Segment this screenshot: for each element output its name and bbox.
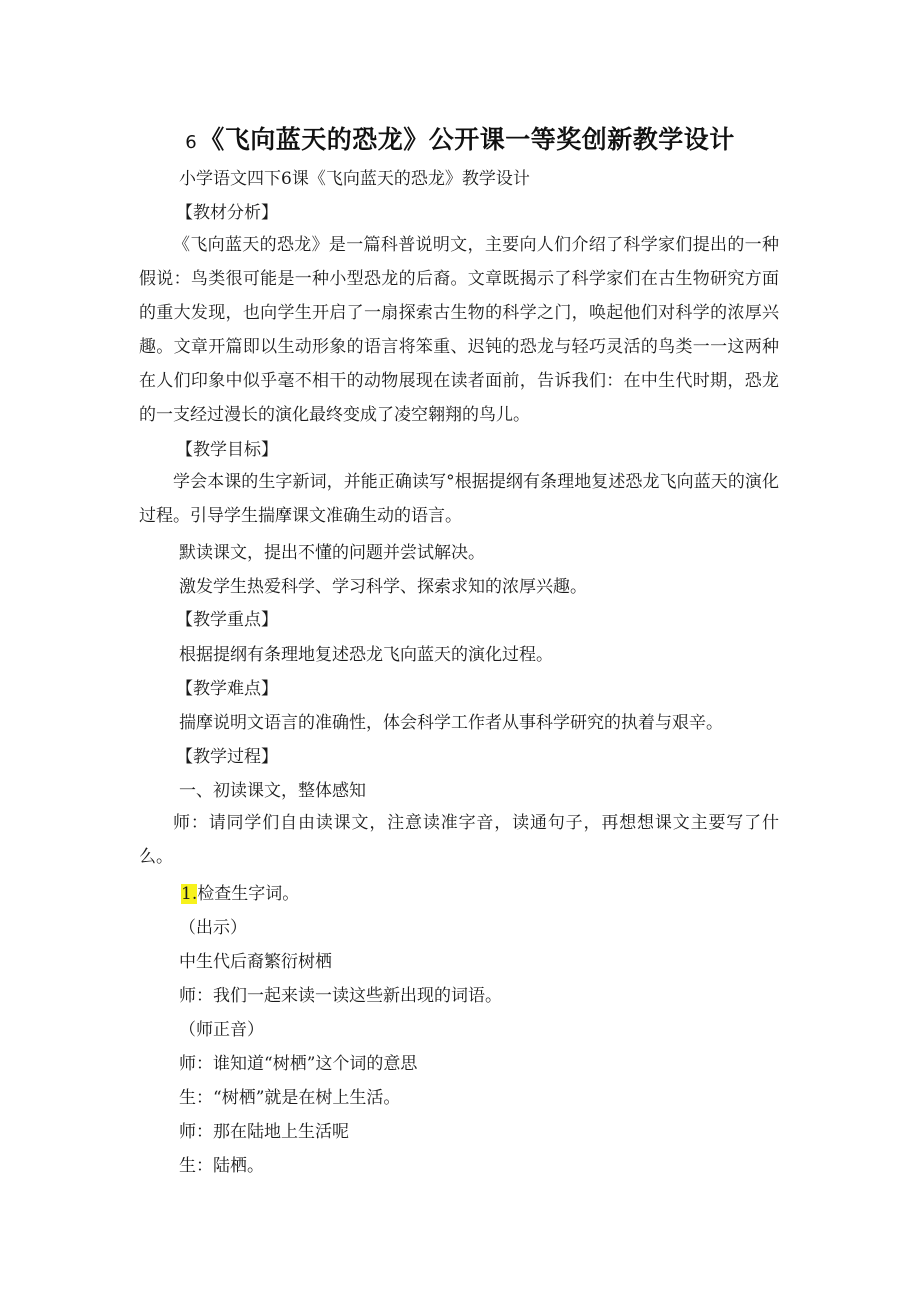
item-1-text: 检查生字词。 bbox=[197, 884, 300, 904]
teacher-line-3: 师：谁知道“树栖”这个词的意思 bbox=[179, 1054, 418, 1074]
goal-2: 默读课文，提出不懂的问题并尝试解决。 bbox=[179, 543, 485, 563]
title-text: 《飞向蓝天的恐龙》公开课一等奖创新教学设计 bbox=[199, 125, 735, 154]
section-heading-goals: 【教学目标】 bbox=[176, 440, 278, 460]
show-note: （出示） bbox=[179, 918, 247, 938]
goal-3: 激发学生热爱科学、学习科学、探索求知的浓厚兴趣。 bbox=[179, 577, 587, 597]
student-line-2: 生：陆栖。 bbox=[179, 1156, 264, 1176]
item-1 bbox=[181, 884, 299, 904]
item-1-number-highlight: 1. bbox=[181, 884, 198, 904]
section-heading-analysis: 【教材分析】 bbox=[176, 203, 278, 223]
document-title bbox=[0, 120, 920, 156]
teacher-line-2: 师：我们一起来读一读这些新出现的词语。 bbox=[179, 986, 502, 1006]
difficulty-text: 揣摩说明文语言的准确性，体会科学工作者从事科学研究的执着与艰辛。 bbox=[179, 713, 723, 733]
section-heading-difficulty: 【教学难点】 bbox=[176, 679, 278, 699]
correct-note: （师正音） bbox=[179, 1020, 264, 1040]
key-text: 根据提纲有条理地复述恐龙飞向蓝天的演化过程。 bbox=[179, 645, 553, 665]
step-1: 一、初读课文，整体感知 bbox=[179, 781, 366, 801]
teacher-paragraph-1: 师：请同学们自由读课文，注意读准字音，读通句子，再想想课文主要写了什么。 bbox=[139, 813, 779, 867]
analysis-paragraph: 《飞向蓝天的恐龙》是一篇科普说明文，主要向人们介绍了科学家们提出的一种假说：鸟类很可能是一种小型恐龙的后裔。文章既揭示了科学家们在古生物研究方面的重大发现，也向学生开启了一扇探索古生物的科学之门，唤起他们对科学的浓厚兴趣。文章开篇即以生动形象的语言将笨重、迟钝的恐龙与轻巧灵活的鸟类一一这两种在人们印象中似乎毫不相干的动物展现在读者面前，告诉我们：在中生代时期，恐龙的一支经过漫长的演化最终变成了凌空翱翔的鸟儿。 bbox=[139, 235, 779, 425]
section-heading-key: 【教学重点】 bbox=[176, 610, 278, 630]
word-list: 中生代后裔繁衍树栖 bbox=[179, 952, 332, 972]
student-line-1: 生：“树栖”就是在树上生活。 bbox=[179, 1088, 401, 1108]
subtitle: 小学语文四下6课《飞向蓝天的恐龙》教学设计 bbox=[179, 169, 530, 189]
title-number: 6 bbox=[185, 132, 198, 153]
teacher-line-4: 师：那在陆地上生活呢 bbox=[179, 1122, 349, 1142]
goal-paragraph-1: 学会本课的生字新词，并能正确读写°根据提纲有条理地复述恐龙飞向蓝天的演化过程。引导学生揣摩课文准确生动的语言。 bbox=[139, 472, 779, 526]
section-heading-process: 【教学过程】 bbox=[176, 747, 278, 767]
